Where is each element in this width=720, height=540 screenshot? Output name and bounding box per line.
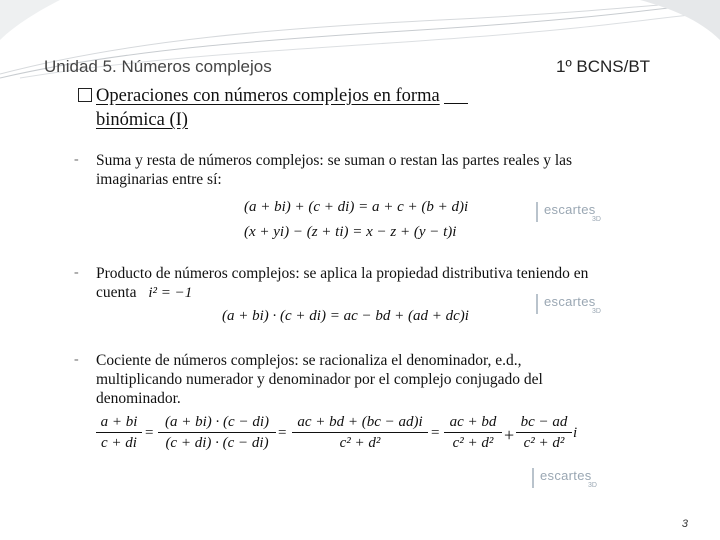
bullet-dash: - (74, 352, 79, 367)
checkbox-bullet-icon (78, 88, 92, 102)
sum-equation: (a + bi) + (c + di) = a + c + (b + d)i (244, 199, 469, 215)
bullet-dash: - (74, 152, 79, 167)
fraction-denominator: c² + d² (339, 435, 381, 451)
quotient-fraction-4 (444, 414, 502, 452)
equals-sign: = (145, 425, 154, 441)
quotient-text-line1: Cociente de números complejos: se racionaliza el denominador, e.d., (96, 352, 522, 369)
fraction-denominator: (c + di) · (c − di) (165, 435, 269, 451)
fraction-numerator: a + bi (96, 414, 142, 433)
sum-description (96, 151, 572, 189)
course-label: 1º BCNS/BT (556, 57, 651, 76)
quotient-fraction-1 (96, 414, 142, 452)
logo-text: escartes (544, 202, 596, 217)
product-text-line1: Producto de números complejos: se aplica la propiedad distributiva teniendo en (96, 265, 589, 282)
product-description (96, 264, 588, 303)
fraction-denominator: c² + d² (523, 435, 565, 451)
descartes-logo (530, 466, 608, 494)
logo-sub: 3D (588, 482, 597, 489)
slide-title (78, 84, 558, 132)
quotient-text-line3: denominador. (96, 390, 181, 407)
difference-equation: (x + yi) − (z + ti) = x − z + (y − t)i (244, 224, 457, 240)
fraction-denominator: c² + d² (452, 435, 494, 451)
sum-text-line1: Suma y resta de números complejos: se suman o restan las partes reales y las (96, 152, 573, 169)
quotient-description (96, 351, 543, 408)
product-text-line2: cuenta (96, 284, 137, 301)
quotient-fraction-5 (516, 414, 572, 452)
equals-sign: = (431, 425, 440, 441)
quotient-text-line2: multiplicando numerador y denominador por el complejo conjugado del (96, 371, 543, 388)
slide-title-line2: binómica (I) (96, 110, 188, 130)
fraction-numerator: ac + bd + (bc − ad)i (292, 414, 428, 433)
quotient-fraction-2 (158, 414, 276, 452)
quotient-fraction-3 (292, 414, 428, 452)
imaginary-unit: i (573, 425, 578, 441)
sum-text-line2: imaginarias entre sí: (96, 171, 222, 188)
descartes-logo (534, 200, 612, 228)
page-number: 3 (681, 518, 688, 530)
bullet-dash: - (74, 265, 79, 280)
fraction-numerator: (a + bi) · (c − di) (158, 414, 276, 433)
fraction-numerator: bc − ad (516, 414, 572, 433)
logo-sub: 3D (592, 308, 601, 315)
unit-title: Unidad 5. Números complejos (44, 57, 272, 76)
imaginary-unit-condition: i² = −1 (148, 285, 193, 301)
logo-sub: 3D (592, 216, 601, 223)
fraction-numerator: ac + bd (444, 414, 502, 433)
logo-text: escartes (544, 294, 596, 309)
product-equation: (a + bi) · (c + di) = ac − bd + (ad + dc)i (222, 308, 469, 324)
descartes-logo (534, 292, 612, 320)
logo-text: escartes (540, 468, 592, 483)
fraction-denominator: c + di (101, 435, 137, 451)
plus-sign: + (504, 425, 515, 445)
slide-title-line1: Operaciones con números complejos en forma (96, 86, 468, 106)
equals-sign: = (278, 425, 287, 441)
